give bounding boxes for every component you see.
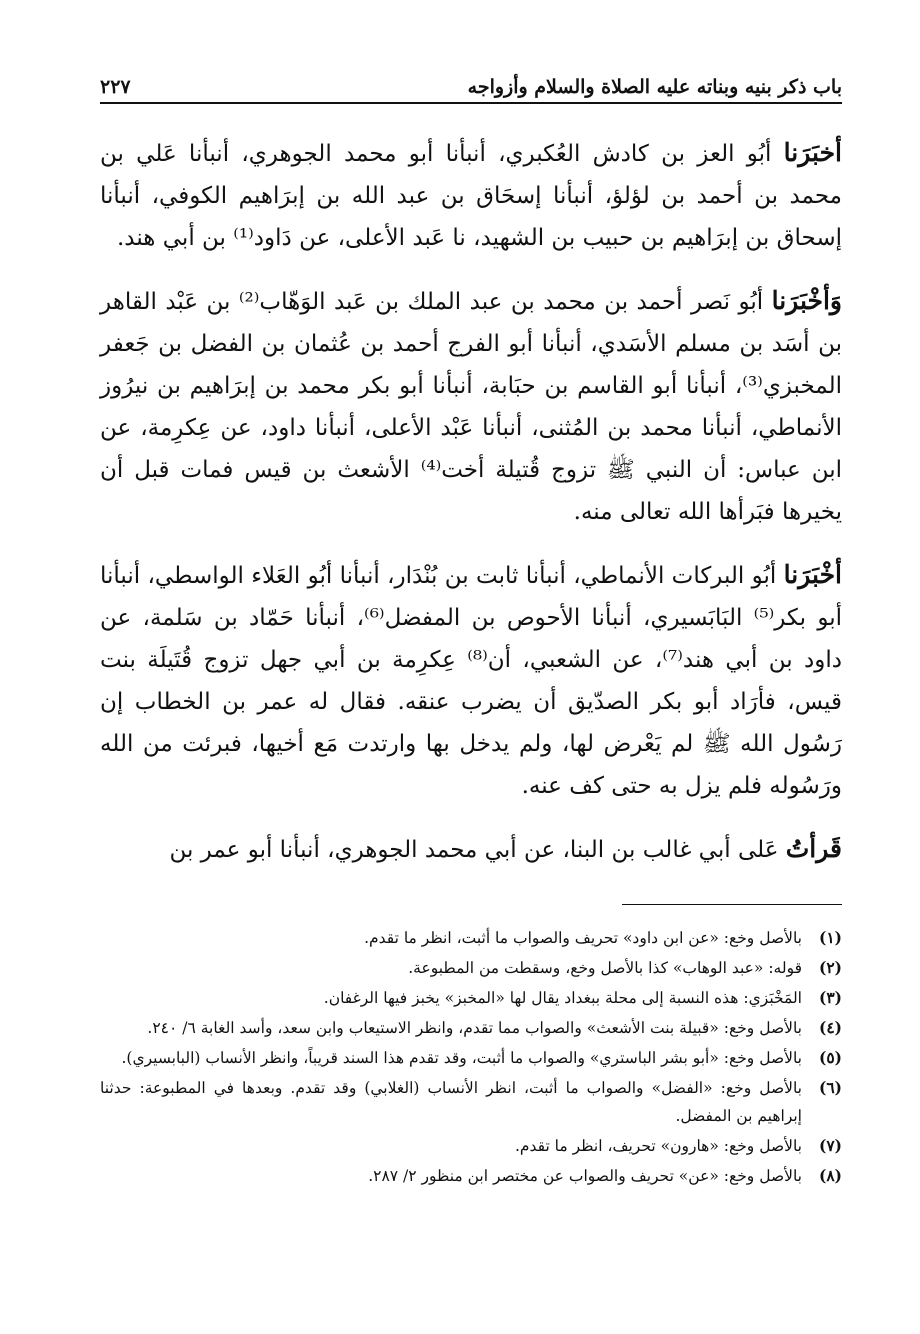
footnotes bbox=[100, 924, 842, 1192]
footnote-number: (٤) bbox=[818, 1018, 842, 1037]
footnote-text: المَخْبَزي: هذه النسبة إلى محلة ببغداد يقال لها «المخبز» يخبز فيها الرغفان. bbox=[323, 989, 802, 1007]
footnote-number: (٢) bbox=[818, 958, 842, 977]
footnote-text: بالأصل وخع: «عن» تحريف والصواب عن مختصر ابن منظور ٢/ ٢٨٧. bbox=[368, 1167, 802, 1185]
main-text bbox=[100, 132, 842, 892]
running-title: باب ذكر بنيه وبناته عليه الصلاة والسلام وأزواجه bbox=[467, 76, 842, 98]
page-number: ٢٢٧ bbox=[100, 76, 131, 98]
paragraph-1 bbox=[100, 132, 842, 259]
footnote-5 bbox=[100, 1044, 842, 1072]
paragraph-3 bbox=[100, 554, 842, 807]
footnote-7 bbox=[100, 1132, 842, 1160]
footnote-number: (٦) bbox=[818, 1078, 842, 1097]
paragraph-text: عَلى أبي غالب بن البنا، عن أبي محمد الجوهري، أنبأنا أبو عمر بن bbox=[169, 837, 786, 863]
footnote-number: (١) bbox=[818, 928, 842, 947]
footnote-number: (٥) bbox=[818, 1048, 842, 1067]
footnote-2 bbox=[100, 954, 842, 982]
footnote-4 bbox=[100, 1014, 842, 1042]
footnote-text: بالأصل وخع: «عن ابن داود» تحريف والصواب ما أثبت، انظر ما تقدم. bbox=[364, 929, 802, 947]
footnote-6 bbox=[100, 1074, 842, 1130]
footnote-1 bbox=[100, 924, 842, 952]
footnote-number: (٧) bbox=[818, 1136, 842, 1155]
footnote-text: بالأصل وخع: «الفضل» والصواب ما أثبت، انظر الأنساب (الغلابي) وقد تقدم. وبعدها في المطبوعة: حدثنا إبراهيم بن المفضل. bbox=[100, 1079, 802, 1125]
footnote-divider bbox=[622, 904, 842, 905]
footnote-text: بالأصل وخع: «قبيلة بنت الأشعث» والصواب مما تقدم، وانظر الاستيعاب وابن سعد، وأسد الغابة ٦/ ٢٤٠. bbox=[147, 1019, 802, 1037]
paragraph-lead-word: أخْبَرَنا bbox=[783, 560, 842, 589]
paragraph-lead-word: أخبَرَنا bbox=[783, 138, 842, 167]
paragraph-lead-word: قَرأتُ bbox=[785, 834, 842, 863]
footnote-8 bbox=[100, 1162, 842, 1190]
footnote-text: بالأصل وخع: «أبو بشر الباستري» والصواب ما أثبت، وقد تقدم هذا السند قريباً، وانظر الأنساب (البابسيري). bbox=[121, 1049, 802, 1067]
paragraph-text: أبُو نَصر أحمد بن محمد بن عبد الملك بن عَبد الوَهّاب⁽²⁾ بن عَبْد القاهر بن أسَد بن مسلم الأسَدي، أنبأنا أبو الفرج أحمد بن عُثمان بن الفضل بن جَعفر المخبزي⁽³⁾، أنبأنا أبو القاسم بن حبَابة، أنبأنا أبو بكر محمد بن إبرَاهيم بن نيرُوز الأنماطي، أنبأنا محمد بن المُثنى، أنبأنا عَبْد الأعلى، أنبأنا داود، عن عِكرِمة، عن ابن عباس: أن النبي ﷺ تزوج قُتيلة أخت⁽⁴⁾ الأشعث بن قيس فمات قبل أن يخيرها فبَرأها الله تعالى منه. bbox=[100, 289, 842, 525]
footnote-text: بالأصل وخع: «هارون» تحريف، انظر ما تقدم. bbox=[514, 1137, 802, 1155]
footnote-number: (٣) bbox=[818, 988, 842, 1007]
paragraph-2 bbox=[100, 280, 842, 533]
paragraph-text: أبُو العز بن كادش العُكبري، أنبأنا أبو محمد الجوهري، أنبأنا عَلي بن محمد بن أحمد بن لؤلؤ، أنبأنا إسحَاق بن عبد الله بن إبرَاهيم الكوفي، أنبأنا إسحاق بن إبرَاهيم بن حبيب بن الشهيد، نا عَبد الأعلى، عن دَاود⁽¹⁾ بن أبي هند. bbox=[100, 141, 842, 251]
footnote-3 bbox=[100, 984, 842, 1012]
footnote-number: (٨) bbox=[818, 1166, 842, 1185]
paragraph-4 bbox=[100, 828, 842, 871]
paragraph-text: أبُو البركات الأنماطي، أنبأنا ثابت بن بُنْدَار، أنبأنا أبُو العَلاء الواسطي، أنبأنا أبو بكر⁽⁵⁾ البَابَسيري، أنبأنا الأحوص بن المفضل⁽⁶⁾، أنبأنا حَمّاد بن سَلمة، عن داود بن أبي هند⁽⁷⁾، عن الشعبي، أن⁽⁸⁾ عِكرِمة بن أبي جهل تزوج قُتَيلَة بنت قيس، فأرَاد أبو بكر الصدّيق أن يضرب عنقه. فقال له عمر بن الخطاب إن رَسُول الله ﷺ لم يَعْرض لها، ولم يدخل بها وارتدت مَع أخيها، فبرئت من الله ورَسُوله فلم يزل به حتى كف عنه. bbox=[100, 563, 843, 799]
paragraph-lead-word: وَأخْبَرَنا bbox=[771, 286, 842, 315]
running-header bbox=[100, 62, 842, 104]
footnote-text: قوله: «عبد الوهاب» كذا بالأصل وخع، وسقطت من المطبوعة. bbox=[408, 959, 802, 977]
